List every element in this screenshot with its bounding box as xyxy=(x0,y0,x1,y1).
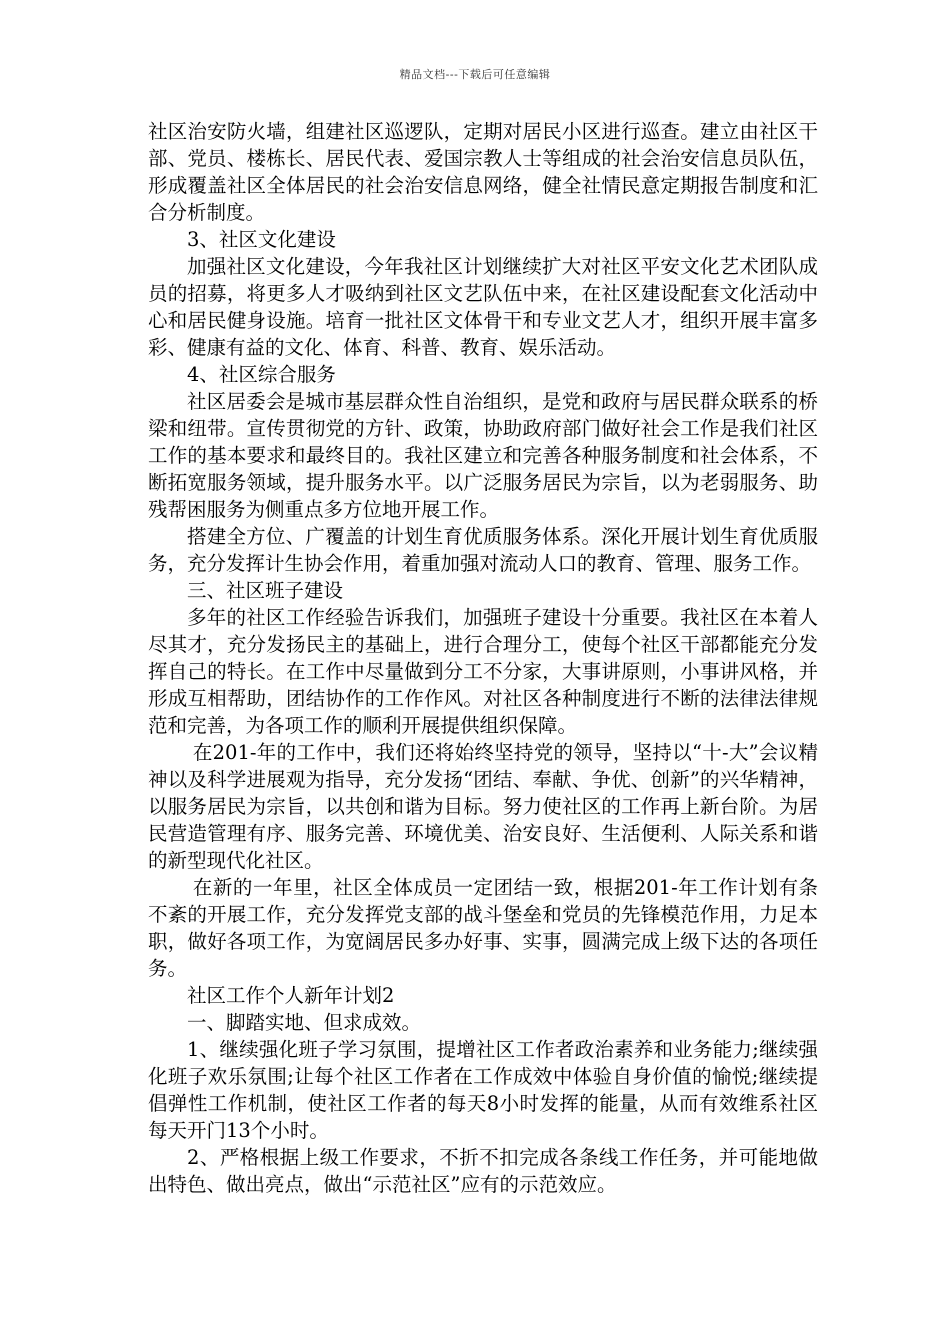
paragraph-team: 多年的社区工作经验告诉我们，加强班子建设十分重要。我社区在本着人尽其才，充分发扬民主的基础上，进行合理分工，使每个社区干部都能充分发挥自己的特长。在工作中尽量做到分工不分家，大事讲原则，小事讲风格，并形成互相帮助，团结协作的工作作风。对社区各种制度进行不断的法律法律规范和完善，为各项工作的顺利开展提供组织保障。 xyxy=(148,606,818,737)
page-header: 精品文档---下载后可任意编辑 xyxy=(399,68,551,81)
paragraph-culture: 加强社区文化建设，今年我社区计划继续扩大对社区平安文化艺术团队成员的招募，将更多人才吸纳到社区文艺队伍中来，在社区建设配套文化活动中心和居民健身设施。培育一批社区文体骨干和专业文艺人才，组织开展丰富多彩、健康有益的文化、体育、科普、教育、娱乐活动。 xyxy=(148,255,818,359)
paragraph-family-planning: 搭建全方位、广覆盖的计划生育优质服务体系。深化开展计划生育优质服务，充分发挥计生协会作用，着重加强对流动人口的教育、管理、服务工作。 xyxy=(148,525,818,575)
paragraph-service: 社区居委会是城市基层群众性自治组织，是党和政府与居民群众联系的桥梁和纽带。宣传贯彻党的方针、政策，协助政府部门做好社会工作是我们社区工作的基本要求和最终目的。我社区建立和完善各种服务制度和社会体系，不断拓宽服务领域，提升服务水平。以广泛服务居民为宗旨，以为老弱服务、助残帮困服务为侧重点多方位地开展工作。 xyxy=(148,390,818,521)
paragraph-item-2: 2、严格根据上级工作要求，不折不扣完成各条线工作任务，并可能地做出特色、做出亮点，做出“示范社区”应有的示范效应。 xyxy=(148,1146,818,1196)
heading-culture: 3、社区文化建设 xyxy=(187,228,336,251)
heading-service: 4、社区综合服务 xyxy=(187,363,336,386)
heading-plan-2: 社区工作个人新年计划2 xyxy=(187,984,395,1007)
paragraph-item-1: 1、继续强化班子学习氛围，提增社区工作者政治素养和业务能力;继续强化班子欢乐氛围;让每个社区工作者在工作成效中体验自身价值的愉悦;继续提倡弹性工作机制，使社区工作者的每天8小时发挥的能量，从而有效维系社区每天开门13个小时。 xyxy=(148,1038,818,1142)
document-body xyxy=(148,118,818,1198)
heading-section-one: 一、脚踏实地、但求成效。 xyxy=(187,1011,422,1034)
heading-team: 三、社区班子建设 xyxy=(187,579,344,602)
paragraph-year-goals: 在201-年的工作中，我们还将始终坚持党的领导，坚持以“十-大”会议精神以及科学进展观为指导，充分发扬“团结、奉献、争优、创新”的兴华精神，以服务居民为宗旨，以共创和谐为目标。努力使社区的工作再上新台阶。为居民营造管理有序、服务完善、环境优美、治安良好、生活便利、人际关系和谐的新型现代化社区。 xyxy=(148,741,818,872)
paragraph-new-year: 在新的一年里，社区全体成员一定团结一致，根据201-年工作计划有条不紊的开展工作，充分发挥党支部的战斗堡垒和党员的先锋模范作用，力足本职，做好各项工作，为宽阔居民多办好事、实事，圆满完成上级下达的各项任务。 xyxy=(148,876,818,980)
paragraph-security-network: 社区治安防火墙，组建社区巡逻队，定期对居民小区进行巡查。建立由社区干部、党员、楼栋长、居民代表、爱国宗教人士等组成的社会治安信息员队伍，形成覆盖社区全体居民的社会治安信息网络，健全社情民意定期报告制度和汇合分析制度。 xyxy=(148,120,818,224)
